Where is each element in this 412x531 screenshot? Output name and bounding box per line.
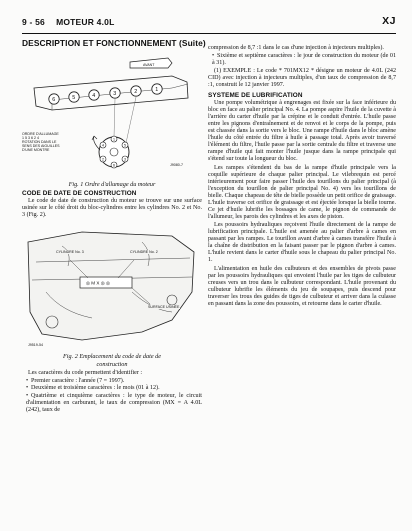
bullet-first-char: • Premier caractère : l'année (7 = 1997). xyxy=(26,377,125,384)
svg-text:2: 2 xyxy=(102,157,104,162)
lubrication-para-3: Les poussoirs hydrauliques reçoivent l'huile directement de la rampe de lubrification principale. L'huile est amenée au palier d'arbre à cames en passant par les rampes. Le tourillon avant d'arbre à cames transfère l'huile à la chaîne de distribution en la faisant passer par le pignon d'arbre à cames. L'huile revient dans le carter d'huile sous le chapeau du palier principal No. 1. xyxy=(208,222,396,264)
svg-text:5: 5 xyxy=(124,143,126,148)
cyl-label-a: 6 xyxy=(52,97,56,103)
figure1-ref: J9080-7 xyxy=(170,163,183,167)
label-cylinder-3: CYLINDRE No. 3 xyxy=(56,250,84,255)
bullet-fourth-fifth-char: • Quatrième et cinquième caractères : le type de moteur, le circuit d'alimentation en carburant, le taux de compression (MX = A 4.0L (242), taux de xyxy=(26,393,202,414)
bullet-sixth-seventh-char: • Sixième et septième caractères : le jour de construction du moteur (de 01 à 31). xyxy=(212,52,396,66)
figure-date-code-location xyxy=(22,222,202,367)
avant-label: AVANT xyxy=(143,63,155,67)
date-code-stamp: ◎ M X ◎ ◎ xyxy=(86,280,111,286)
header-left xyxy=(22,17,114,27)
page-number: 9 - 56 xyxy=(22,17,45,27)
svg-text:4: 4 xyxy=(102,143,104,148)
left-column xyxy=(22,50,202,414)
vehicle-code: XJ xyxy=(382,15,396,27)
cyl-label-e: 2 xyxy=(134,89,138,95)
cyl-label-f: 1 xyxy=(155,87,159,93)
lubrication-para-1: Une pompe volumétrique à engrenages est fixée sur la face inférieure du bloc en face au palier principal No. 4. La pompe aspire l'huile de la cuvette à l'arrière du carter d'huile par la crépine et le conduit d'entrée. L'huile passe entre les pignons d'entraînement et de renvoi et le corps de la pompe, puis est chassée dans la sortie vers le bloc. Une rampe d'huile dans le bloc amène l'huile du côté entrée du filtre à huile à passage total. Après avoir traversé l'élément du filtre, l'huile passe par la sortie centrale du filtre et traverse une rampe d'huile qui fait monter l'huile jusque dans la rampe principale qui s'étend sur toute la longueur du bloc. xyxy=(208,100,396,163)
svg-text:1: 1 xyxy=(113,137,115,142)
lubrication-para-4: L'alimentation en huile des culbuteurs et des ensembles de pivots passe par les poussoirs hydrauliques qui envoient l'huile par les tiges de culbuteur creuses vers un trou dans le culbuteur correspondant. L'huile provenant du culbuteur lubrifie les éléments du jeu de soupapes, puis descend pour traverser les trous des guides de tiges de culbuteur et arriver dans la culasse en passant dans la zone des poussoirs, et retourne dans le carter d'huile. xyxy=(208,265,396,307)
example-paragraph: (1) EXEMPLE : Le code * 701MX12 * désigne un moteur de 4.0L (242 CID) avec injection à injecteurs multiples, d'un taux de compression de 8,7 :1, construit le 12 janvier 1997. xyxy=(208,67,396,89)
section-title: DESCRIPTION ET FONCTIONNEMENT (Suite) xyxy=(22,38,206,48)
compression-continuation: compression de 8,7 :1 dans le cas d'une injection à injecteurs multiples). xyxy=(208,45,384,51)
svg-text:6: 6 xyxy=(113,163,115,168)
chapter-title: MOTEUR 4.0L xyxy=(56,17,115,27)
label-cylinder-2: CYLINDRE No. 2 xyxy=(130,250,158,255)
figure2-caption: Fig. 2 Emplacement du code de date de construction xyxy=(63,353,161,368)
build-date-heading: CODE DE DATE DE CONSTRUCTION xyxy=(22,190,137,198)
label-machined-surface: SURFACE USINÉE xyxy=(148,305,180,310)
figure-firing-order xyxy=(22,50,202,188)
cylinder-row xyxy=(49,84,162,104)
right-column xyxy=(208,45,396,308)
characters-intro: Les caractères du code permettent d'identifier : xyxy=(28,369,143,376)
figure2-ref: J9519-54 xyxy=(28,343,43,348)
lubrication-heading: SYSTEME DE LUBRIFICATION xyxy=(208,92,303,100)
build-date-paragraph: Le code de date de construction du moteur se trouve sur une surface usinée sur le côté droit du bloc-cylindres entre les cylindres No. 2 et No. 3 (Fig. 2). xyxy=(22,198,202,219)
firing-order-legend: ORDRE D'ALLUMAGE 1 5 3 6 2 4 ROTATION DANS LE SENS DES AIGUILLES D'UNE MONTRE xyxy=(22,132,60,152)
lubrication-para-2: Les rampes s'étendent du bas de la rampe d'huile principale vers la coquille supérieure de chaque palier principal. Le vilebrequin est percé intérieurement pour faire passer l'huile des tourillons du palier principal (à l'exception du tourillon de palier principal No. 4) vers les tourillons de bielle. Chaque chapeau de tête de bielle possède un petit orifice de graissage. L'huile traverse cet orifice de graissage et est éjectée lorsque la bielle tourne. Ce jet d'huile lubrifie les bossages de came, le pignon de commande de l'allumeur, les parois des cylindres et les axes de piston. xyxy=(208,164,396,221)
bullet-second-third-char: • Deuxième et troisième caractères : le mois (01 à 12). xyxy=(26,385,160,392)
cyl-label-c: 4 xyxy=(92,93,96,99)
firing-order-diagram xyxy=(22,50,202,180)
svg-text:3: 3 xyxy=(124,157,126,162)
cyl-label-d: 3 xyxy=(113,91,117,97)
page-header xyxy=(22,12,396,34)
figure1-caption: Fig. 1 Ordre d'allumage du moteur xyxy=(68,181,156,188)
cyl-label-b: 5 xyxy=(72,95,76,101)
distributor-cap xyxy=(92,136,129,168)
date-code-diagram xyxy=(22,222,202,352)
